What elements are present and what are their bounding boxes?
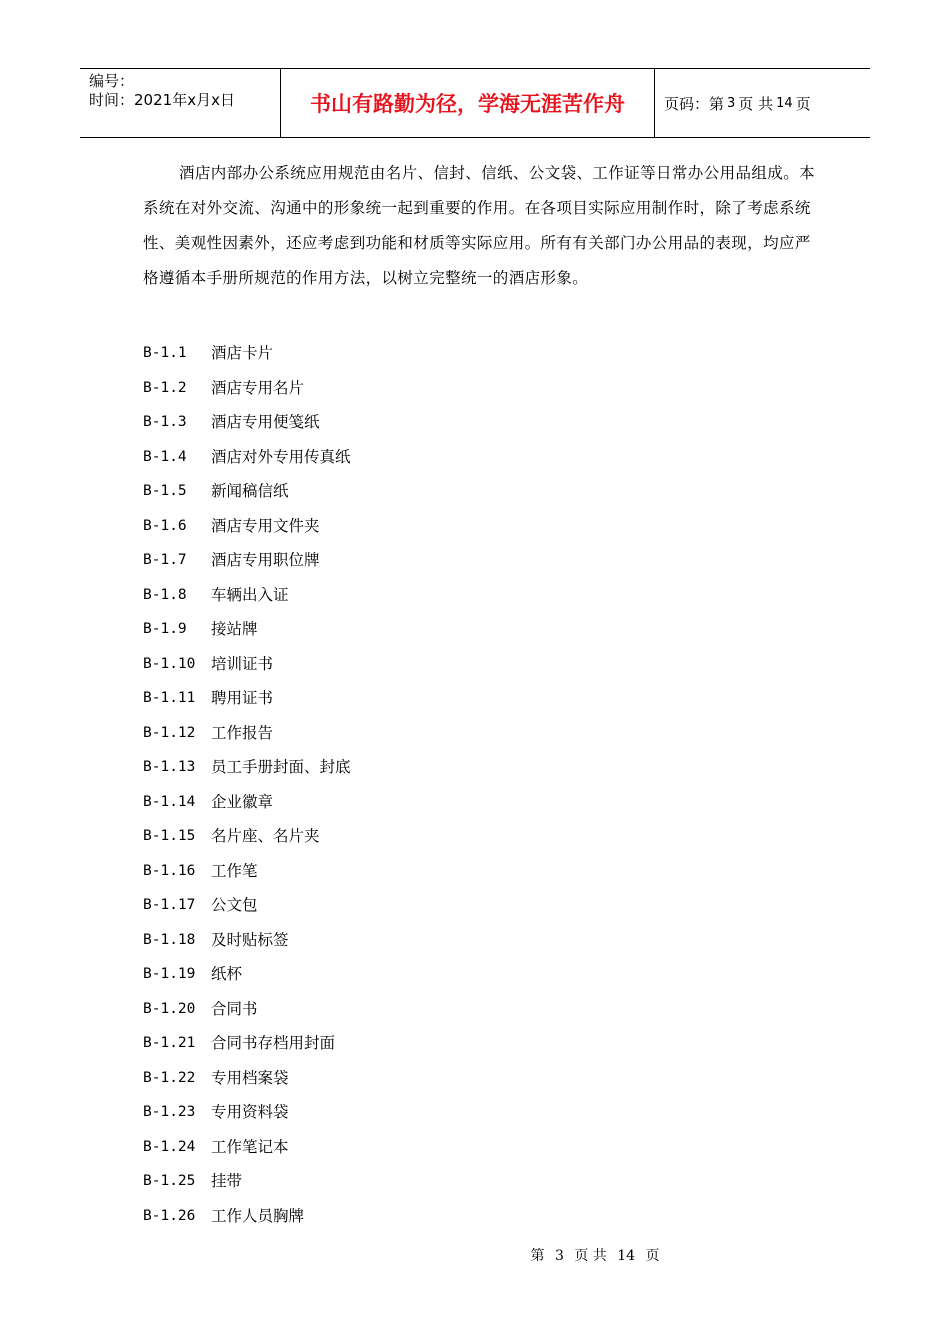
item-code: B-1.11 <box>143 690 196 706</box>
item-code: B-1.14 <box>143 793 196 810</box>
list-item <box>143 1164 351 1199</box>
item-code: B-1.15 <box>143 828 196 844</box>
intro-paragraph: 酒店内部办公系统应用规范由名片、信封、信纸、公文袋、工作证等日常办公用品组成。本系统在对外交流、沟通中的形象统一起到重要的作用。在各项目实际应用制作时，除了考虑系统性、美观性因素外，还应考虑到功能和材质等实际应用。所有有关部门办公用品的表现，均应严格遵循本手册所规范的作用方法，以树立完整统一的酒店形象。 <box>143 164 816 287</box>
item-code: B-1.23 <box>143 1104 196 1120</box>
item-list <box>143 336 351 1233</box>
item-title: 挂带 <box>211 1172 243 1190</box>
item-title: 公文包 <box>211 896 258 914</box>
item-title: 专用档案袋 <box>211 1068 289 1087</box>
list-item <box>143 1061 351 1096</box>
item-code: B-1.25 <box>143 1173 196 1189</box>
item-title: 新闻稿信纸 <box>211 482 289 500</box>
item-code: B-1.17 <box>143 897 196 913</box>
item-title: 工作人员胸牌 <box>211 1206 305 1225</box>
list-item <box>143 750 351 785</box>
list-item <box>143 1130 351 1165</box>
item-title: 酒店对外专用传真纸 <box>211 447 351 466</box>
list-item <box>143 405 351 440</box>
list-item <box>143 371 351 406</box>
item-code: B-1.16 <box>143 862 196 879</box>
list-item <box>143 681 351 716</box>
list-item <box>143 1199 351 1234</box>
item-title: 企业徽章 <box>211 792 274 811</box>
item-title: 专用资料袋 <box>211 1103 289 1121</box>
item-title: 员工手册封面、封底 <box>211 758 351 776</box>
header-motto: 书山有路勤为径，学海无涯苦作舟 <box>281 69 655 137</box>
item-title: 培训证书 <box>211 654 274 673</box>
item-title: 酒店专用名片 <box>211 378 305 397</box>
item-code: B-1.19 <box>143 966 196 982</box>
item-code: B-1.1 <box>143 345 187 361</box>
item-code: B-1.12 <box>143 724 196 741</box>
page-middle: 页 共 <box>738 94 774 113</box>
item-title: 工作报告 <box>211 723 274 742</box>
list-item <box>143 957 351 992</box>
item-code: B-1.21 <box>143 1035 196 1051</box>
list-item <box>143 440 351 475</box>
page-current: 3 <box>727 95 736 111</box>
footer-prefix: 第 <box>530 1248 545 1264</box>
page-total: 14 <box>776 95 793 111</box>
item-code: B-1.24 <box>143 1138 196 1155</box>
page-suffix: 页 <box>795 94 811 113</box>
intro-section <box>143 156 818 296</box>
item-code: B-1.13 <box>143 759 196 775</box>
item-title: 纸杯 <box>211 965 243 983</box>
list-item <box>143 785 351 820</box>
header-meta <box>80 69 281 137</box>
item-code: B-1.9 <box>143 621 187 637</box>
item-code: B-1.3 <box>143 414 187 430</box>
item-title: 工作笔 <box>211 861 258 880</box>
item-title: 车辆出入证 <box>211 585 289 604</box>
item-code: B-1.4 <box>143 448 187 465</box>
list-item <box>143 336 351 371</box>
item-title: 及时贴标签 <box>211 930 289 949</box>
item-code: B-1.18 <box>143 931 196 948</box>
item-code: B-1.7 <box>143 552 187 568</box>
list-item <box>143 1026 351 1061</box>
list-item <box>143 923 351 958</box>
item-title: 名片座、名片夹 <box>211 827 320 845</box>
footer-total: 14 <box>617 1248 636 1264</box>
time-value: 2021年x月x日 <box>134 91 235 109</box>
page-prefix: 页码：第 <box>664 94 725 113</box>
list-item <box>143 1095 351 1130</box>
item-title: 接站牌 <box>211 620 258 638</box>
number-label: 编号： <box>89 72 135 90</box>
header-page-number <box>655 69 870 137</box>
item-title: 酒店卡片 <box>211 344 274 362</box>
list-item <box>143 543 351 578</box>
list-item <box>143 474 351 509</box>
time-line <box>89 91 280 110</box>
item-title: 酒店专用文件夹 <box>211 516 320 535</box>
page-header <box>80 68 870 138</box>
page-footer <box>0 1245 950 1265</box>
item-code: B-1.10 <box>143 655 196 672</box>
footer-middle: 页 共 <box>574 1248 607 1264</box>
list-item <box>143 578 351 613</box>
list-item <box>143 509 351 544</box>
list-item <box>143 647 351 682</box>
item-title: 酒店专用便笺纸 <box>211 413 320 431</box>
item-code: B-1.20 <box>143 1000 196 1017</box>
list-item <box>143 716 351 751</box>
footer-suffix: 页 <box>645 1248 660 1264</box>
item-title: 合同书存档用封面 <box>211 1034 336 1052</box>
item-title: 工作笔记本 <box>211 1137 289 1156</box>
item-code: B-1.2 <box>143 379 187 396</box>
item-code: B-1.8 <box>143 586 187 603</box>
item-code: B-1.5 <box>143 483 187 499</box>
list-item <box>143 992 351 1027</box>
list-item <box>143 854 351 889</box>
time-label: 时间： <box>89 91 135 109</box>
item-title: 酒店专用职位牌 <box>211 551 320 569</box>
item-code: B-1.22 <box>143 1069 196 1086</box>
list-item <box>143 612 351 647</box>
list-item <box>143 888 351 923</box>
item-title: 聘用证书 <box>211 689 274 707</box>
item-title: 合同书 <box>211 999 258 1018</box>
item-code: B-1.26 <box>143 1207 196 1224</box>
list-item <box>143 819 351 854</box>
footer-current: 3 <box>554 1248 564 1264</box>
item-code: B-1.6 <box>143 517 187 534</box>
